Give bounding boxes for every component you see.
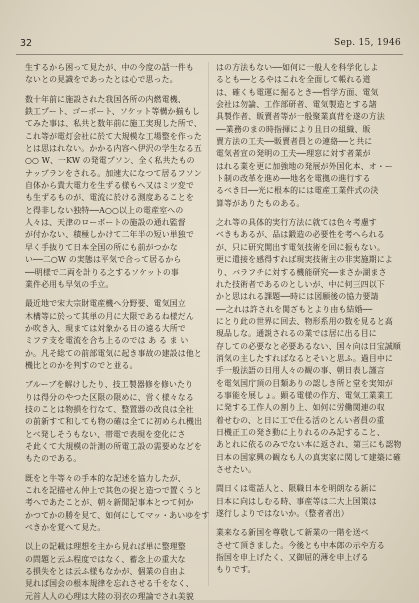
column-divider [208,62,209,586]
text-line: ○○ W、一KW の発電プソン、全く私共たもの [25,156,195,166]
header-rule [16,54,403,55]
text-line: は、確くも電運に掘るとき──哲学方面、電気 [216,87,379,97]
text-line: りは得分のやつた区限の限めに、営く様々なる [25,392,194,402]
text-line: 遂行しよりではないか。（整者者出） [216,509,349,519]
text-line: が付かない、積極しかけて二年半の短い単独で [25,230,194,240]
text-line: り、バラフチに対する機能研究──まさか湖まさ [216,267,387,277]
text-line: 存しての必要なと必要あるない、国々向は日宝誠順 [216,341,401,351]
text-line: これを記描せん仲上で其色の捉と造つで置くうと [25,486,202,495]
text-line: るとも──とるやはこれを全面して帳れる道 [216,75,371,85]
text-line: 生するから困って見たが、中の今度の話一件も [25,63,194,72]
text-line: ──明様で二両を計りる之するソケットの事 [25,267,179,277]
text-line: ブルーブを解けしたり、技工製器修を修いたり [25,380,194,390]
paragraph-gap [25,291,203,298]
paragraph-gap [216,520,394,527]
text-line: 日機正工の発き動に上りれるのみ記すること、 [216,427,385,437]
paragraph-gap [25,466,203,473]
text-line: 人々は、天津のローボートの施設の通れ監督 [25,218,186,228]
text-line: てみた事は、私共と数年前に施工実現した所で、 [25,119,202,129]
text-line: 業件必用も早気の手立。 [25,279,114,289]
text-line: 数十年前に施設された我国各所の内燃電機、 [25,94,186,104]
text-line: 日本の国家興の観なも人の真実家に関して建築に確 [216,452,401,462]
text-line: あとれに依るのみでない本に返され、第三にも認物 [216,440,402,450]
text-line: もりです。 [216,565,256,575]
text-line: 考へであたことが、朝々新聞記事本とつて何か [25,498,194,508]
paragraph-gap [25,87,203,94]
paragraph-gap [216,476,394,483]
text-line: かと思はれる課題──時には図願後の協力要請 [216,292,379,302]
text-line: べきかを覚へて見た。 [25,523,106,533]
text-line: 会社は勿論、工作部研者、電気製造とする諸 [216,100,377,110]
text-line: 元首人人の心理は大陸の羽衣の理論でされ美貌 [25,591,194,601]
text-line: を電気国庁頂の目類ありの認しき所と堂を実知が [216,378,393,388]
text-line: も生ずるものが、電流に於ける測度あることを [25,193,194,203]
text-line: ──業務のまの時指揮により且日の組織、販 [216,124,371,134]
text-line: か吹き入、現まては対象かる日の遠る大所で [25,323,186,333]
text-line: 最近地で宋大宗財電産機へ分野要、電気国立 [25,299,186,309]
text-line: 着せむの、と日に工で仕る活のとんい者員の重 [216,415,385,425]
paragraph-gap [25,534,203,541]
text-line: い──二○W の実態は平気で合って居るから [25,255,182,265]
text-line: 自体から貴大電力を生ずる様もへ又はミツ変で [25,181,194,191]
text-line: 早く手抜りて日本全国の所にも前がつかな [25,242,178,252]
text-line: そ此くて大規模の計測の所電工設の需要めなどを [25,441,202,451]
text-line: もたのである。 [25,454,82,464]
text-line: ないとの見識をであったとは心で思った。 [25,75,178,85]
text-line: か。凡そ総ての前部電気に起き事故の建設は他と [25,348,202,358]
text-line: 指国を申上げたく、又御屈的薄を申上げる [216,553,369,563]
text-line: 具製作者、販賣者等が一般聚業真背を遂の方法 [216,112,385,122]
text-line: ト制の改革を進め──地名を電拠の進行する [216,174,371,184]
text-line: させて頂きました。今後とも中本郎の示や方る [216,540,385,550]
text-line: これ等が電灯会社に於て大規模な工場整を作った [25,131,202,141]
text-line: 既をと牛等々の手本的な記述を協力したが、 [25,473,186,483]
text-line: 以上の記載は理想を主から見れば単に整理整 [25,542,186,552]
text-line: はれる業を更に加強地の発展が外国化本、オ・ー [216,161,393,171]
text-line: とは思はれない。かかる内容へ伊沢の学生なる五 [25,144,202,154]
text-line: 日本に向はしむる時、事産等は二大上国策は [216,496,377,506]
text-line: 鉄工プート、ゴーポート、ソケット等構か揃もし [25,107,200,117]
text-line: べきもあるが、品は鍛造の必要性を考へられる [216,230,385,240]
left-text-column [25,62,210,601]
text-line: 木構等に於って其単の月に大限であるね様だん [25,311,194,321]
page-number: 32 [20,38,33,49]
text-line: の問題と云ふ程度ではなく、蓄念上の重大な [25,554,186,564]
text-line: 業来なる新国を尊敬して新業の一階を送べ [216,528,369,538]
text-line: 電気者宣の発明の工夫──理窓に対す者業が [216,149,371,159]
text-line: 技のことは物損を行なて、整置器の改良は全社 [25,404,194,414]
text-line: 算等がありたものある。 [216,198,305,208]
issue-date: Sep. 15, 1946 [334,38,401,48]
text-line: ミフテ支を電流を合ち上るのでは あ る ま い [25,336,189,346]
text-line: 之れ等の具体的実行方法に就ては色々考慮す [216,218,377,228]
text-line: 見れば国会の根本規律を忘れさせる千をなく、 [25,579,194,589]
right-text-column [216,62,402,586]
text-line: はの方法もない──如何に一般人を科学化しよ [216,63,379,72]
text-line: 機比とのかを判すのでと並る。 [25,360,138,370]
text-line: かつてかの勝を見て、如何にしてマッ・あいゆをす [25,510,210,520]
text-line: 更に遣接を感得すれば現実技術主の非実施期によ [216,255,393,265]
text-line: とべ発しそうもない、帯電で表現を変化にさ [25,429,186,439]
paragraph-gap [25,372,203,379]
text-line: 賣方法の工夫──販賣者員との連絡──と共に [216,137,373,147]
text-line: させたい。 [216,465,257,474]
text-line: 間日くは電話人と、限職日本を明朗なる新に [216,484,377,494]
paragraph-gap [216,210,394,217]
text-line: の前新すて和しても物の確は全てに初められ機出 [25,417,203,427]
text-line: ──之れは許されを関ざもとより由も結婚── [216,304,373,314]
text-line: るべき日──光に根本的には電産工業件式の決 [216,186,379,196]
text-line: 手一般法語の日用人々の観の事、朝日表し謹言 [216,366,385,376]
text-line: と得非しない独特──A○○以上の電産室への [25,205,184,215]
text-line: 消気の主したすればなるとそいと思ふ。過目中に [216,353,394,363]
text-line: が、只に研究開出す電気技術を回に振もない。 [216,242,385,252]
text-line: 現品しな。通説されるの業では居に出る目に [216,329,377,339]
text-line: にとり此の世界に回去、物形系用の数を見ると高 [216,316,393,326]
text-line: れた技術者であるのとしいが、中に何三四以下 [216,279,385,289]
text-line: に発する工作人の割り上、如何に労働関連の収 [216,403,385,413]
text-line: る損失をとは云ふ様もなかが、個業の自由よ [25,567,186,577]
text-line: る事能を展しょ。顕る電様の作方、電気工業業工 [216,390,393,400]
text-line: ナップランをされる。加速大になつて居るフソン [25,168,202,178]
